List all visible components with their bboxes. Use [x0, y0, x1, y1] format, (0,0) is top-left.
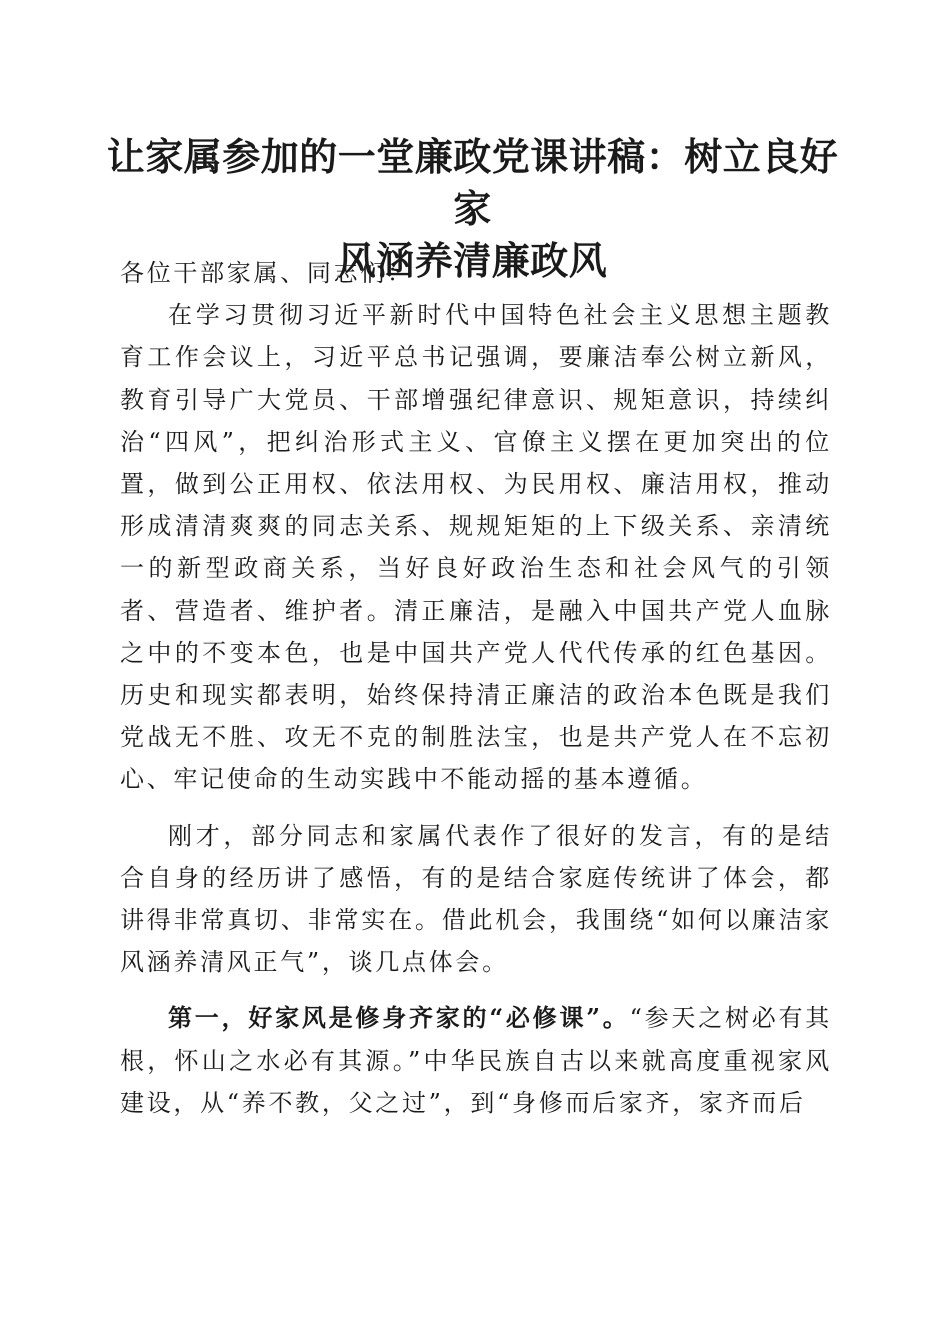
paragraph-3-text: “参天之树必有其根，怀山之水必有其源。”中华民族自古以来就高度重视家风建设，从“养不教，父之过”，到“身修而后家齐，家齐而后: [120, 1004, 832, 1117]
paragraph-3: [120, 997, 832, 1124]
salutation: 各位干部家属、同志们：: [120, 259, 414, 287]
title-line-1: 让家属参加的一堂廉政党课讲稿：树立良好家: [106, 134, 839, 231]
paragraph-3-heading: 第一，好家风是修身齐家的“必修课”。: [168, 1003, 630, 1033]
paragraph-1: 在学习贯彻习近平新时代中国特色社会主义思想主题教育工作会议上，习近平总书记强调，要廉洁奉公树立新风，教育引导广大党员、干部增强纪律意识、规矩意识，持续纠治“四风”，把纠治形式主义、官僚主义摆在更加突出的位置，做到公正用权、依法用权、为民用权、廉洁用权，推动形成清清爽爽的同志关系、规规矩矩的上下级关系、亲清统一的新型政商关系，当好良好政治生态和社会风气的引领者、营造者、维护者。清正廉洁，是融入中国共产党人血脉之中的不变本色，也是中国共产党人代代传承的红色基因。历史和现实都表明，始终保持清正廉洁的政治本色既是我们党战无不胜、攻无不克的制胜法宝，也是共产党人在不忘初心、牢记使命的生动实践中不能动摇的基本遵循。: [120, 301, 832, 794]
document-body: [120, 252, 832, 1124]
title-line-2: 风涵养清廉政风: [337, 238, 608, 283]
paragraph-2: 刚才，部分同志和家属代表作了很好的发言，有的是结合自身的经历讲了感悟，有的是结合家庭传统讲了体会，都讲得非常真切、非常实在。借此机会，我围绕“如何以廉洁家风涵养清风正气”，谈几点体会。: [120, 821, 832, 977]
